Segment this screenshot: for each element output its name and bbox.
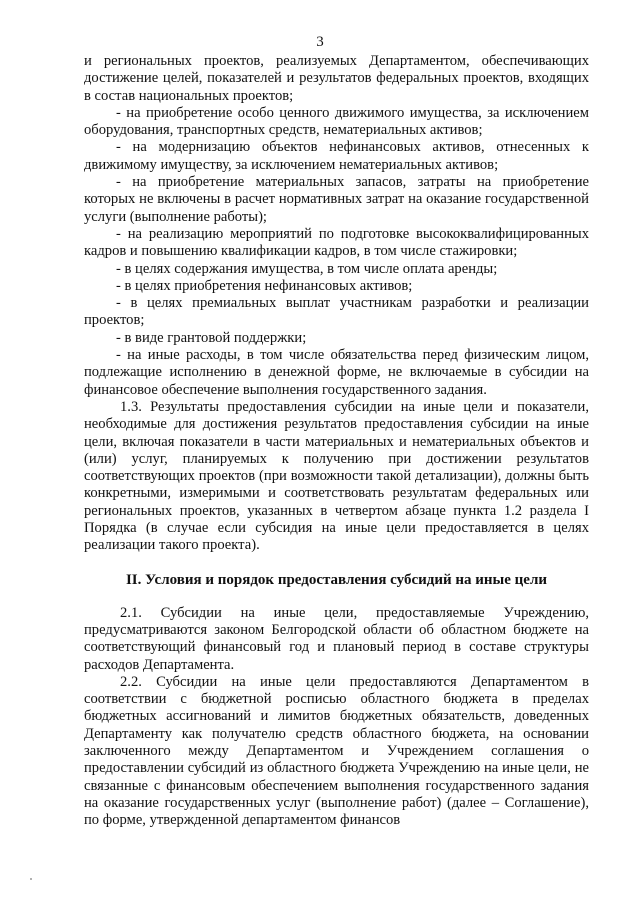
list-item-grant-support: - в виде грантовой поддержки;	[116, 329, 307, 346]
list-item-material-supplies: - на приобретение материальных запасов, затраты на приобретение которых не включены в расчет нормативных затрат на оказание государственной услуги (выполнение работы);	[84, 174, 589, 225]
clause-2-1: 2.1. Субсидии на иные цели, предоставляемые Учреждению, предусматриваются законом Белгородской области об областном бюджете на соответствующий финансовый год и плановый период в составе структуры расходов Департамента.	[84, 604, 589, 673]
page-number: 3	[316, 34, 324, 50]
list-item-modernization: - на модернизацию объектов нефинансовых активов, отнесенных к движимому имуществу, за исключением нематериальных активов;	[84, 139, 589, 173]
clause-2-2: 2.2. Субсидии на иные цели предоставляются Департаментом в соответствии с бюджетной росписью областного бюджета в пределах бюджетных ассигнований и лимитов бюджетных обязательств, доведенных Департаменту как получателю средств областного бюджета, на основании заключенного между Департаментом и Учреждением соглашения о предоставлении субсидий из областного бюджета Учреждению на иные цели, не связанные с финансовым обеспечением выполнения государственного задания на оказание государственных услуг (выполнение работ) (далее – Соглашение), по форме, утвержденной департаментом финансов	[84, 673, 589, 829]
list-item-nonfinancial-assets: - в целях приобретения нефинансовых активов;	[116, 277, 413, 294]
scan-speck	[30, 878, 32, 880]
list-item-bonus-payments: - в целях премиальных выплат участникам разработки и реализации проектов;	[84, 295, 589, 329]
list-item-staff-training: - на реализацию мероприятий по подготовке высококвалифицированных кадров и повышению квалификации кадров, в том числе стажировки;	[84, 225, 589, 260]
document-body	[84, 53, 589, 829]
paragraph-continuation: и региональных проектов, реализуемых Департаментом, обеспечивающих достижение целей, показателей и результатов федеральных проектов, входящих в состав национальных проектов;	[84, 53, 589, 104]
clause-1-3: 1.3. Результаты предоставления субсидии на иные цели и показатели, необходимые для достижения результатов предоставления субсидии на иные цели, включая показатели в части материальных и нематериальных объектов и (или) услуг, планируемых к получению при достижении результатов соответствующих проектов (при возможности такой детализации), должны быть конкретными, измеримыми и соответствовать результатам федеральных или региональных проектов, указанных в четвертом абзаце пункта 1.2 раздела I Порядка (в случае если субсидия на иные цели предоставляется в целях реализации такого проекта).	[84, 398, 589, 554]
section-heading: II. Условия и порядок предоставления субсидий на иные цели	[125, 571, 548, 588]
list-item-valuable-property: - на приобретение особо ценного движимого имущества, за исключением оборудования, транспортных средств, нематериальных активов;	[84, 104, 589, 139]
list-item-other-expenses: - на иные расходы, в том числе обязательства перед физическим лицом, подлежащие исполнению в денежной форме, не включаемые в субсидии на финансовое обеспечение выполнения государственного задания.	[84, 347, 589, 398]
list-item-property-maintenance: - в целях содержания имущества, в том числе оплата аренды;	[116, 260, 498, 277]
